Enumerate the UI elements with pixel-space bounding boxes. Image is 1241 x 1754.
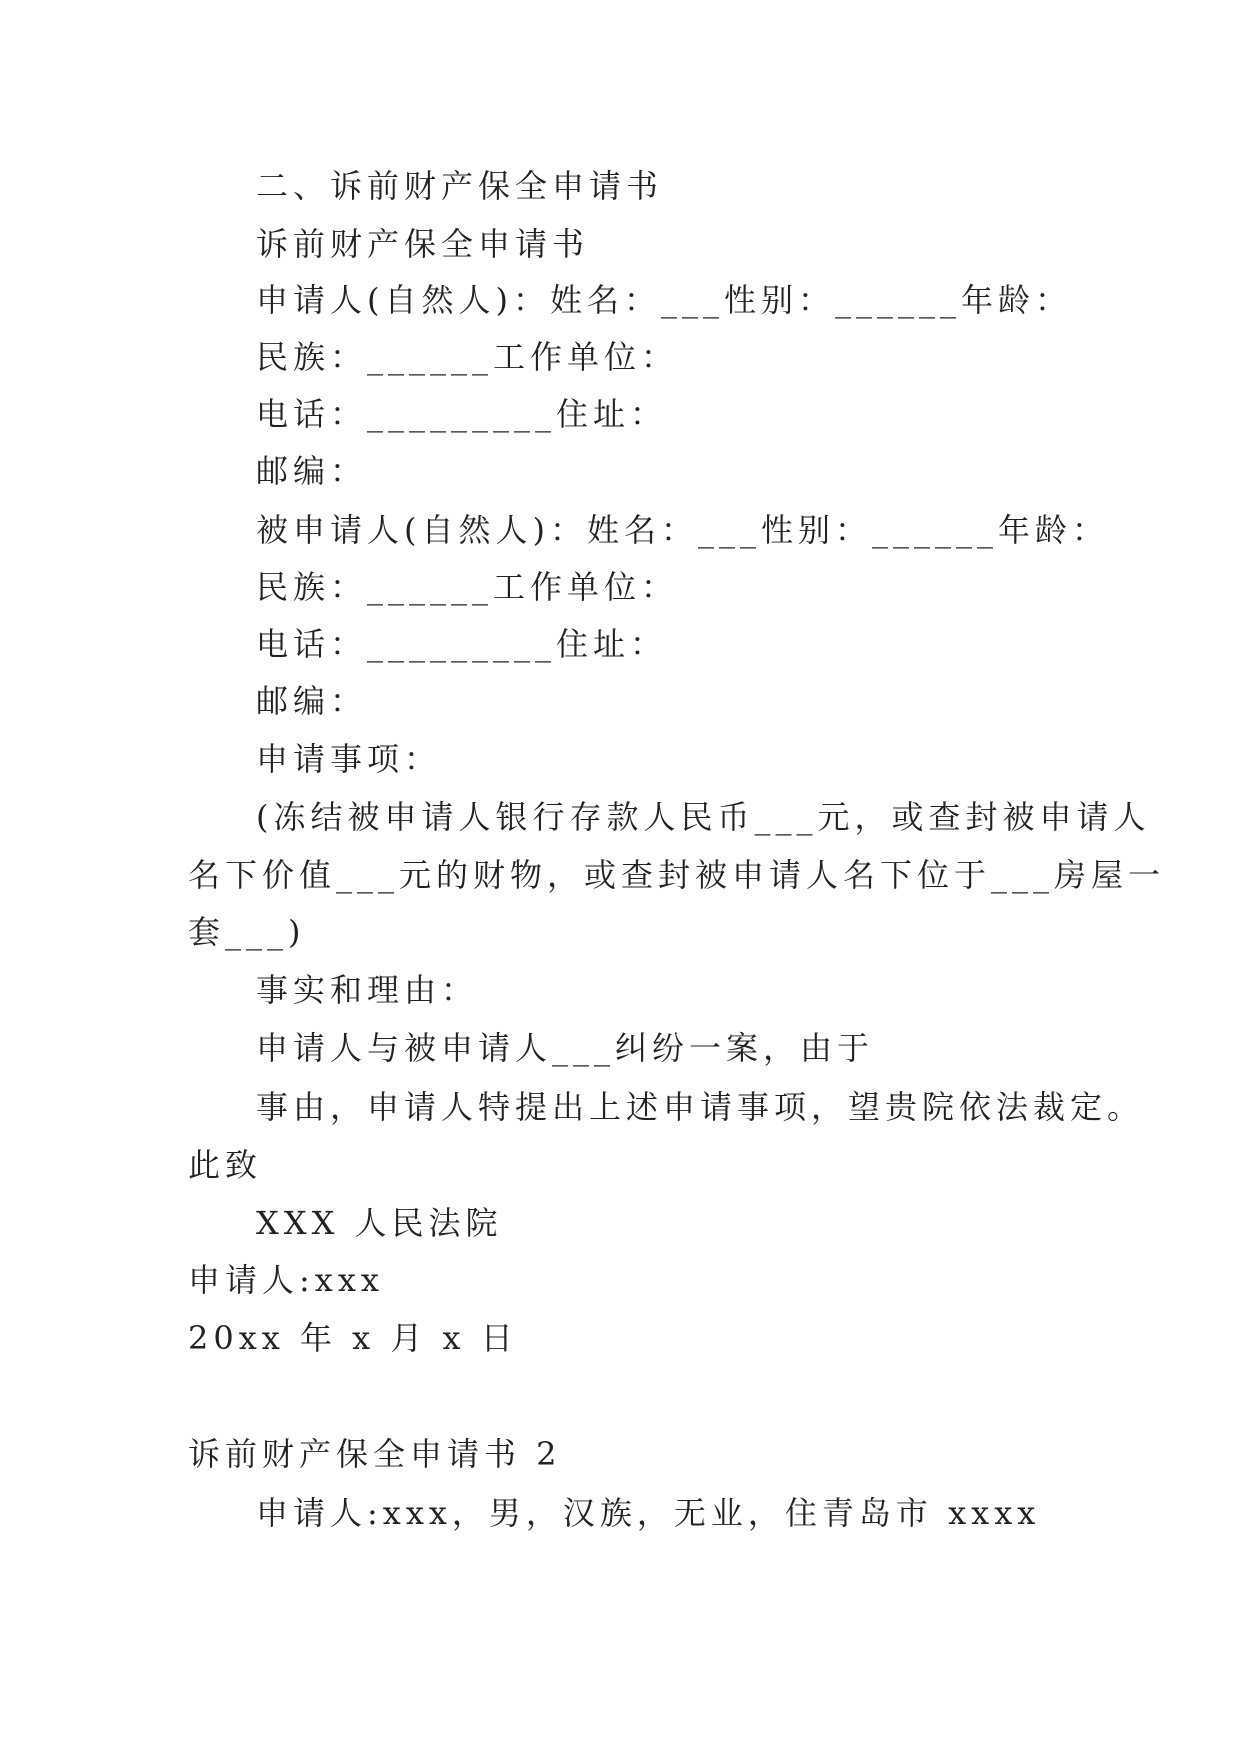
- facts-heading: 事实和理由：: [256, 971, 479, 1009]
- respondent-postcode-line: 邮编：: [256, 682, 368, 720]
- request-line: (冻结被申请人银行存款人民币___元，或查封被申请人: [256, 798, 1151, 836]
- request-line: 名下价值___元的财物，或查封被申请人名下位于___房屋一: [188, 856, 1166, 894]
- date-line: 20xx 年 x 月 x 日: [188, 1319, 518, 1357]
- signature-line: 申请人:xxx: [188, 1261, 384, 1299]
- applicant-name-line: 申请人(自然人)：姓名：___性别：______年龄：: [256, 281, 1072, 319]
- applicant-phone-line: 电话：_________住址：: [256, 395, 668, 433]
- respondent-ethnicity-line: 民族：______工作单位：: [256, 568, 679, 606]
- respondent-phone-line: 电话：_________住址：: [256, 625, 668, 663]
- respondent-name-line: 被申请人(自然人)：姓名：___性别：______年龄：: [256, 511, 1109, 549]
- second-applicant-line: 申请人:xxx，男，汉族，无业，住青岛市 xxxx: [256, 1494, 1041, 1532]
- facts-line: 事由，申请人特提出上述申请事项，望贵院依法裁定。: [256, 1088, 1145, 1126]
- document-title: 诉前财产保全申请书: [256, 225, 590, 263]
- section-heading: 二、诉前财产保全申请书: [256, 167, 664, 205]
- applicant-postcode-line: 邮编：: [256, 452, 368, 490]
- facts-line: 申请人与被申请人___纠纷一案，由于: [256, 1029, 875, 1067]
- court-name: XXX 人民法院: [256, 1204, 503, 1242]
- second-document-title: 诉前财产保全申请书 2: [188, 1435, 562, 1473]
- request-heading: 申请事项：: [256, 740, 442, 778]
- applicant-ethnicity-line: 民族：______工作单位：: [256, 338, 679, 376]
- request-line: 套___): [188, 913, 306, 951]
- closing-text: 此致: [188, 1146, 263, 1184]
